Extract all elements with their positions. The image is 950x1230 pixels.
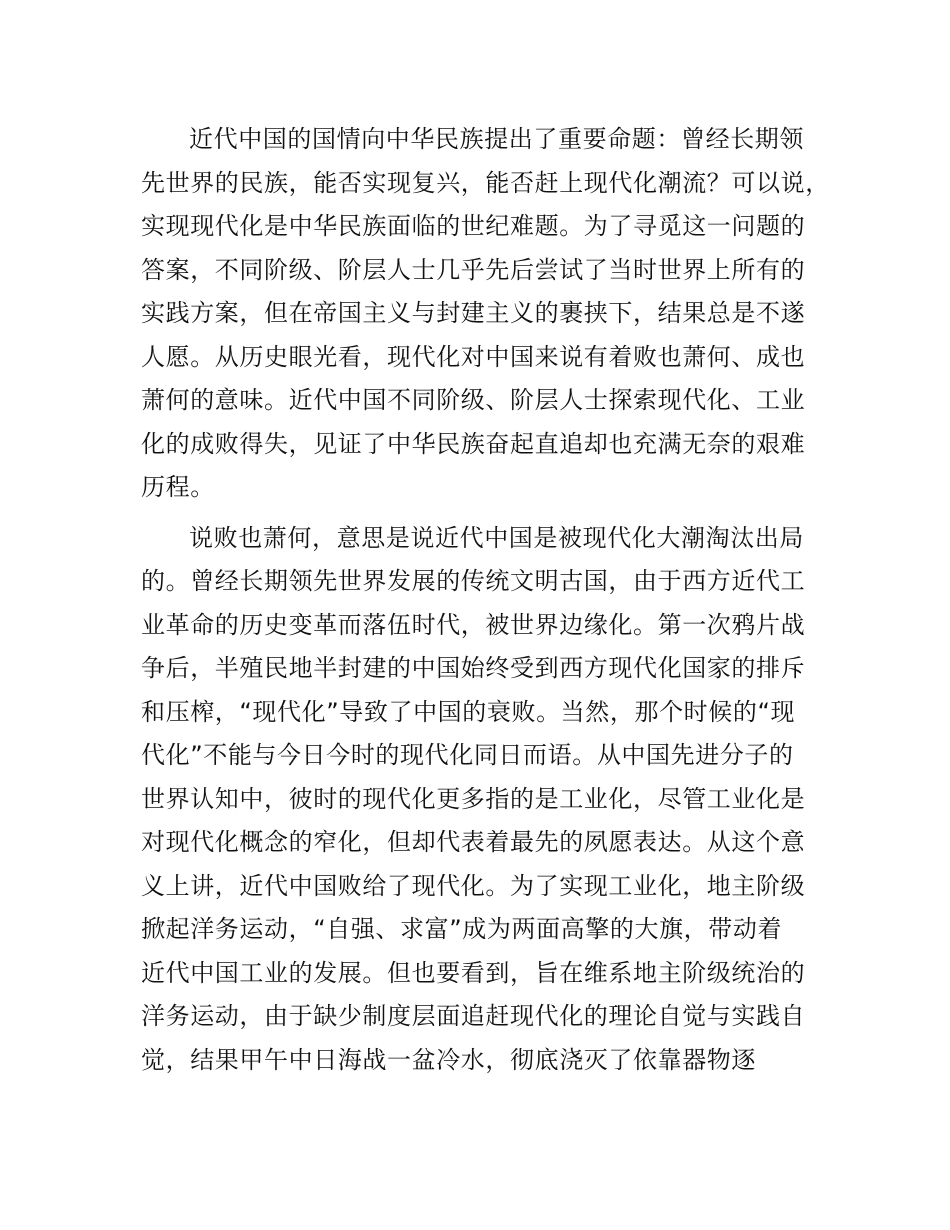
paragraph-line: 近代中国工业的发展。但也要看到，旨在维系地主阶级统治的 [141,958,806,987]
paragraph-line: 争后，半殖民地半封建的中国始终受到西方现代化国家的排斥 [141,654,806,682]
paragraph-1 [141,118,831,510]
paragraph-line: 实现现代化是中华民族面临的世纪难题。为了寻觅这一问题的 [141,212,806,240]
paragraph-line: 历程。 [141,473,215,501]
paragraph-line: 先世界的民族，能否实现复兴，能否赶上现代化潮流？可以说， [141,168,830,197]
paragraph-line: 的。曾经长期领先世界发展的传统文明古国，由于西方近代工 [141,567,806,595]
paragraph-line: 实践方案，但在帝国主义与封建主义的裹挟下，结果总是不遂 [141,299,806,327]
paragraph-line: 说败也萧何，意思是说近代中国是被现代化大潮淘汰出局 [189,523,804,552]
paragraph-line: 洋务运动，由于缺少制度层面追赶现代化的理论自觉与实践自 [141,1002,806,1030]
paragraph-line: 萧何的意味。近代中国不同阶级、阶层人士探索现代化、工业 [141,386,806,414]
paragraph-line: 对现代化概念的窄化，但却代表着最先的夙愿表达。从这个意 [141,828,806,856]
paragraph-line: 觉，结果甲午中日海战一盆冷水，彻底浇灭了依靠器物逐 [141,1045,756,1074]
paragraph-line: 义上讲，近代中国败给了现代化。为了实现工业化，地主阶级 [141,871,806,900]
paragraph-line: 近代中国的国情向中华民族提出了重要命题：曾经长期领 [189,125,804,153]
paragraph-2 [141,517,831,1083]
paragraph-line: 和压榨，“现代化”导致了中国的衰败。当然，那个时候的“现 [141,697,796,726]
document-body [141,118,831,1089]
paragraph-line: 答案，不同阶级、阶层人士几乎先后尝试了当时世界上所有的 [141,255,806,284]
paragraph-line: 人愿。从历史眼光看，现代化对中国来说有着败也萧何、成也 [141,342,806,371]
paragraph-line: 代化”不能与今日今时的现代化同日而语。从中国先进分子的 [141,741,794,769]
paragraph-line: 化的成败得失，见证了中华民族奋起直追却也充满无奈的艰难 [141,429,806,458]
paragraph-line: 掀起洋务运动，“自强、求富”成为两面高擎的大旗，带动着 [141,915,783,943]
paragraph-line: 业革命的历史变革而落伍时代，被世界边缘化。第一次鸦片战 [141,610,806,639]
paragraph-line: 世界认知中，彼时的现代化更多指的是工业化，尽管工业化是 [141,784,806,813]
